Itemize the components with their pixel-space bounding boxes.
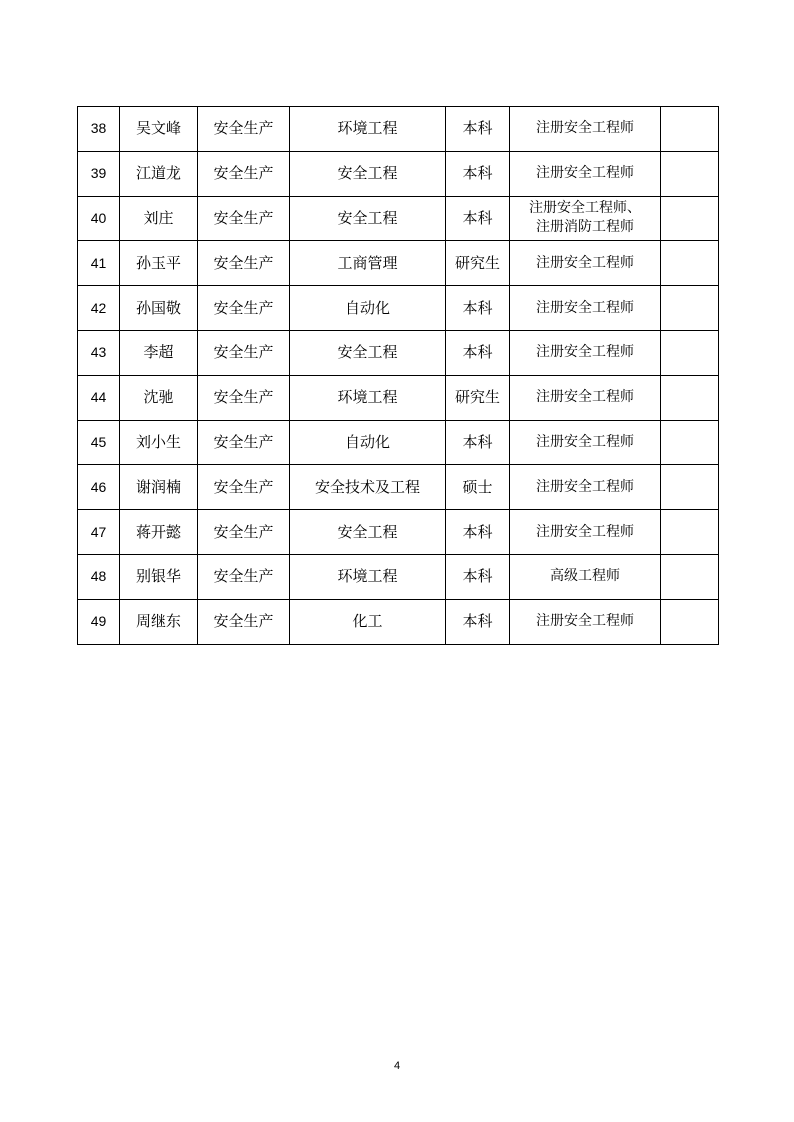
roster-body <box>78 107 719 645</box>
certification-line: 注册安全工程师 <box>536 433 634 450</box>
table-row <box>78 196 719 241</box>
cell-number: 49 <box>78 599 120 644</box>
certification-line: 注册安全工程师 <box>536 299 634 316</box>
cell-field: 安全生产 <box>198 241 290 286</box>
cell-degree: 本科 <box>446 286 510 331</box>
cell-number: 43 <box>78 330 120 375</box>
cell-major: 化工 <box>290 599 446 644</box>
cell-certification <box>510 286 661 331</box>
table-row <box>78 510 719 555</box>
cell-name: 刘小生 <box>120 420 198 465</box>
cell-field: 安全生产 <box>198 554 290 599</box>
cell-major: 自动化 <box>290 286 446 331</box>
cell-degree: 本科 <box>446 510 510 555</box>
cell-number: 47 <box>78 510 120 555</box>
cell-major: 环境工程 <box>290 554 446 599</box>
cell-number: 46 <box>78 465 120 510</box>
cell-field: 安全生产 <box>198 330 290 375</box>
cell-major: 自动化 <box>290 420 446 465</box>
certification-line: 注册安全工程师 <box>536 254 634 271</box>
cell-field: 安全生产 <box>198 420 290 465</box>
expert-roster-table <box>77 106 719 645</box>
cell-major: 安全工程 <box>290 151 446 196</box>
cell-name: 刘庄 <box>120 196 198 241</box>
cell-certification <box>510 151 661 196</box>
table-row <box>78 599 719 644</box>
cell-name: 沈驰 <box>120 375 198 420</box>
table-row <box>78 375 719 420</box>
table-row <box>78 420 719 465</box>
cell-number: 39 <box>78 151 120 196</box>
cell-degree: 本科 <box>446 330 510 375</box>
cell-note <box>661 375 719 420</box>
cell-name: 孙国敬 <box>120 286 198 331</box>
table-row <box>78 241 719 286</box>
cell-major: 安全工程 <box>290 510 446 555</box>
cell-certification <box>510 375 661 420</box>
cell-field: 安全生产 <box>198 286 290 331</box>
cell-degree: 硕士 <box>446 465 510 510</box>
certification-line: 注册安全工程师 <box>536 613 634 630</box>
cell-number: 38 <box>78 107 120 152</box>
cell-number: 42 <box>78 286 120 331</box>
certification-line: 注册安全工程师 <box>536 344 634 361</box>
cell-note <box>661 241 719 286</box>
cell-degree: 研究生 <box>446 241 510 286</box>
certification-line: 高级工程师 <box>550 568 620 585</box>
cell-certification <box>510 420 661 465</box>
cell-number: 41 <box>78 241 120 286</box>
cell-major: 安全工程 <box>290 330 446 375</box>
certification-line: 注册消防工程师 <box>536 219 634 236</box>
cell-major: 环境工程 <box>290 107 446 152</box>
certification-line: 注册安全工程师、 <box>529 200 641 217</box>
cell-field: 安全生产 <box>198 599 290 644</box>
cell-major: 环境工程 <box>290 375 446 420</box>
cell-degree: 本科 <box>446 420 510 465</box>
cell-degree: 研究生 <box>446 375 510 420</box>
table-row <box>78 554 719 599</box>
certification-line: 注册安全工程师 <box>536 523 634 540</box>
cell-degree: 本科 <box>446 554 510 599</box>
cell-field: 安全生产 <box>198 465 290 510</box>
cell-note <box>661 510 719 555</box>
cell-note <box>661 420 719 465</box>
cell-certification <box>510 196 661 241</box>
cell-number: 40 <box>78 196 120 241</box>
cell-field: 安全生产 <box>198 510 290 555</box>
cell-certification <box>510 599 661 644</box>
cell-certification <box>510 510 661 555</box>
table-row <box>78 465 719 510</box>
table-row <box>78 151 719 196</box>
cell-certification <box>510 107 661 152</box>
cell-name: 吴文峰 <box>120 107 198 152</box>
table-row <box>78 286 719 331</box>
cell-name: 江道龙 <box>120 151 198 196</box>
cell-note <box>661 151 719 196</box>
cell-field: 安全生产 <box>198 107 290 152</box>
cell-note <box>661 599 719 644</box>
cell-major: 工商管理 <box>290 241 446 286</box>
table-row <box>78 330 719 375</box>
cell-note <box>661 107 719 152</box>
cell-field: 安全生产 <box>198 151 290 196</box>
cell-field: 安全生产 <box>198 196 290 241</box>
certification-line: 注册安全工程师 <box>536 478 634 495</box>
cell-note <box>661 196 719 241</box>
certification-line: 注册安全工程师 <box>536 165 634 182</box>
cell-name: 李超 <box>120 330 198 375</box>
cell-number: 48 <box>78 554 120 599</box>
cell-field: 安全生产 <box>198 375 290 420</box>
certification-line: 注册安全工程师 <box>536 120 634 137</box>
cell-major: 安全工程 <box>290 196 446 241</box>
cell-degree: 本科 <box>446 151 510 196</box>
cell-name: 周继东 <box>120 599 198 644</box>
cell-certification <box>510 241 661 286</box>
cell-degree: 本科 <box>446 196 510 241</box>
cell-name: 谢润楠 <box>120 465 198 510</box>
cell-certification <box>510 554 661 599</box>
cell-name: 别银华 <box>120 554 198 599</box>
cell-note <box>661 465 719 510</box>
page-number: 4 <box>393 1060 401 1072</box>
cell-number: 45 <box>78 420 120 465</box>
cell-major: 安全技术及工程 <box>290 465 446 510</box>
cell-degree: 本科 <box>446 599 510 644</box>
cell-number: 44 <box>78 375 120 420</box>
cell-name: 蒋开懿 <box>120 510 198 555</box>
cell-certification <box>510 465 661 510</box>
cell-degree: 本科 <box>446 107 510 152</box>
cell-note <box>661 554 719 599</box>
cell-note <box>661 330 719 375</box>
table-row <box>78 107 719 152</box>
cell-certification <box>510 330 661 375</box>
cell-name: 孙玉平 <box>120 241 198 286</box>
certification-line: 注册安全工程师 <box>536 389 634 406</box>
cell-note <box>661 286 719 331</box>
